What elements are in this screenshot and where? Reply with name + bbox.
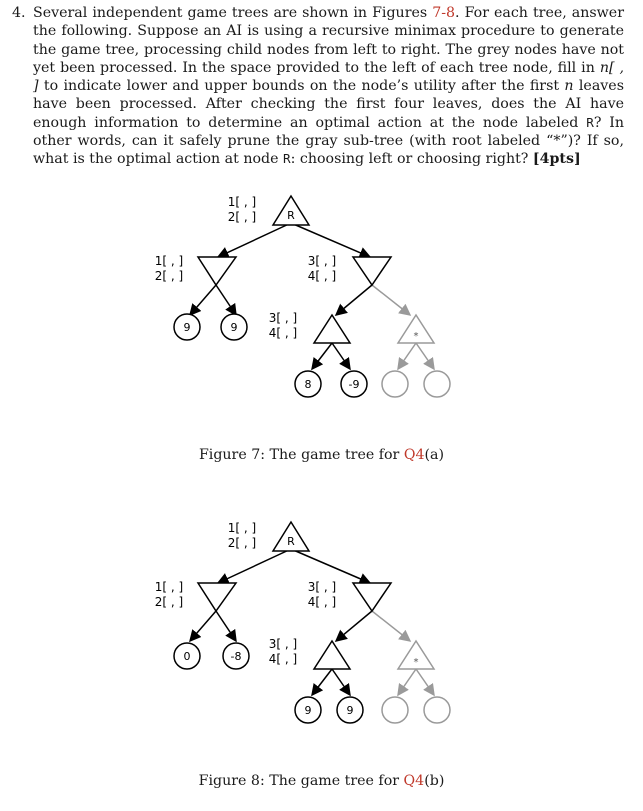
node-r-label: R bbox=[283, 151, 291, 167]
left-bound-blanks bbox=[155, 580, 183, 609]
bound-notation: n[ , ] bbox=[33, 59, 624, 95]
root-bound-blanks bbox=[228, 195, 256, 224]
points-label: [4pts] bbox=[532, 151, 581, 168]
figure-8-caption bbox=[0, 773, 643, 789]
unprocessed-leaf bbox=[424, 371, 450, 397]
left-min-node bbox=[198, 583, 236, 611]
text-segment: to indicate lower and upper bounds on the node’s utility after the first bbox=[38, 78, 565, 95]
bound-blank: 1[ , ] bbox=[227, 521, 257, 535]
question-text bbox=[12, 4, 624, 169]
figure-7-caption bbox=[0, 447, 643, 463]
leaf-value: 0 bbox=[183, 650, 191, 663]
leaf-value: -8 bbox=[230, 650, 242, 663]
n-variable: n bbox=[564, 78, 574, 95]
sub-max-node bbox=[314, 641, 350, 669]
figure-reference-link[interactable]: 7-8 bbox=[432, 5, 456, 21]
unprocessed-leaf bbox=[424, 697, 450, 723]
unprocessed-leaf bbox=[382, 697, 408, 723]
caption-reference-link[interactable]: Q4 bbox=[403, 773, 425, 789]
bound-blank: 1[ , ] bbox=[227, 195, 257, 209]
unprocessed-leaf bbox=[382, 371, 408, 397]
left-min-node bbox=[198, 257, 236, 285]
text-segment: Several independent game trees are shown in Figures bbox=[33, 5, 433, 21]
leaf-value: 8 bbox=[304, 378, 312, 391]
leaf-value: 9 bbox=[230, 321, 238, 334]
text-segment: leaves have been processed. After checking the first four leaves, does the AI have enough information to determine an optimal action at the node labeled bbox=[33, 78, 624, 131]
bound-blank: 3[ , ] bbox=[307, 580, 337, 594]
star-label: * bbox=[413, 657, 419, 668]
bound-blank: 1[ , ] bbox=[154, 580, 184, 594]
root-node bbox=[273, 522, 309, 551]
leaf-value: -9 bbox=[348, 378, 360, 391]
bound-blank: 4[ , ] bbox=[268, 326, 298, 340]
bound-blank: 3[ , ] bbox=[268, 637, 298, 651]
root-node-label: R bbox=[287, 535, 295, 548]
right-min-node bbox=[353, 257, 391, 285]
game-tree-figure-7 bbox=[0, 185, 643, 415]
bound-blank: 3[ , ] bbox=[268, 311, 298, 325]
bound-blank: 3[ , ] bbox=[307, 254, 337, 268]
bound-blank: 4[ , ] bbox=[307, 595, 337, 609]
sub-max-node bbox=[314, 315, 350, 343]
right-bound-blanks bbox=[308, 254, 336, 283]
bound-blank: 2[ , ] bbox=[227, 536, 257, 550]
root-bound-blanks bbox=[228, 521, 256, 550]
caption-text: (b) bbox=[424, 773, 445, 789]
text-segment: : choosing left or choosing right? bbox=[290, 151, 533, 168]
bound-blank: 4[ , ] bbox=[307, 269, 337, 283]
text-segment: ? In other words, can it safely prune the gray sub-tree (with root labeled “*”)? If so, what is the optimal action at node bbox=[33, 114, 625, 168]
root-node bbox=[273, 196, 309, 225]
star-label: * bbox=[413, 331, 419, 342]
bound-blank: 4[ , ] bbox=[268, 652, 298, 666]
leaf-value: 9 bbox=[346, 704, 354, 717]
root-node-label: R bbox=[287, 209, 295, 222]
node-r-label: R bbox=[586, 114, 594, 130]
right-min-node bbox=[353, 583, 391, 611]
bound-blank: 1[ , ] bbox=[154, 254, 184, 268]
caption-text: (a) bbox=[424, 447, 445, 463]
bound-blank: 2[ , ] bbox=[227, 210, 257, 224]
caption-text: Figure 7: The game tree for bbox=[198, 447, 404, 463]
caption-reference-link[interactable]: Q4 bbox=[403, 447, 425, 463]
text-segment: . For each tree, answer the following. Suppose an AI is using a recursive minimax procedure to generate the game tree, processing child nodes from left to right. The grey nodes have not yet been processed. In the space provided to the left of each tree node, fill in bbox=[33, 5, 624, 76]
leaf-value: 9 bbox=[183, 321, 191, 334]
question-number: 4. bbox=[12, 5, 26, 21]
bound-blank: 2[ , ] bbox=[154, 269, 184, 283]
leaf-value: 9 bbox=[304, 704, 312, 717]
question-body bbox=[33, 4, 624, 169]
left-bound-blanks bbox=[155, 254, 183, 283]
sub-bound-blanks bbox=[269, 311, 297, 340]
sub-bound-blanks bbox=[269, 637, 297, 666]
right-bound-blanks bbox=[308, 580, 336, 609]
bound-blank: 2[ , ] bbox=[154, 595, 184, 609]
caption-text: Figure 8: The game tree for bbox=[198, 773, 404, 789]
game-tree-figure-8 bbox=[0, 511, 643, 741]
